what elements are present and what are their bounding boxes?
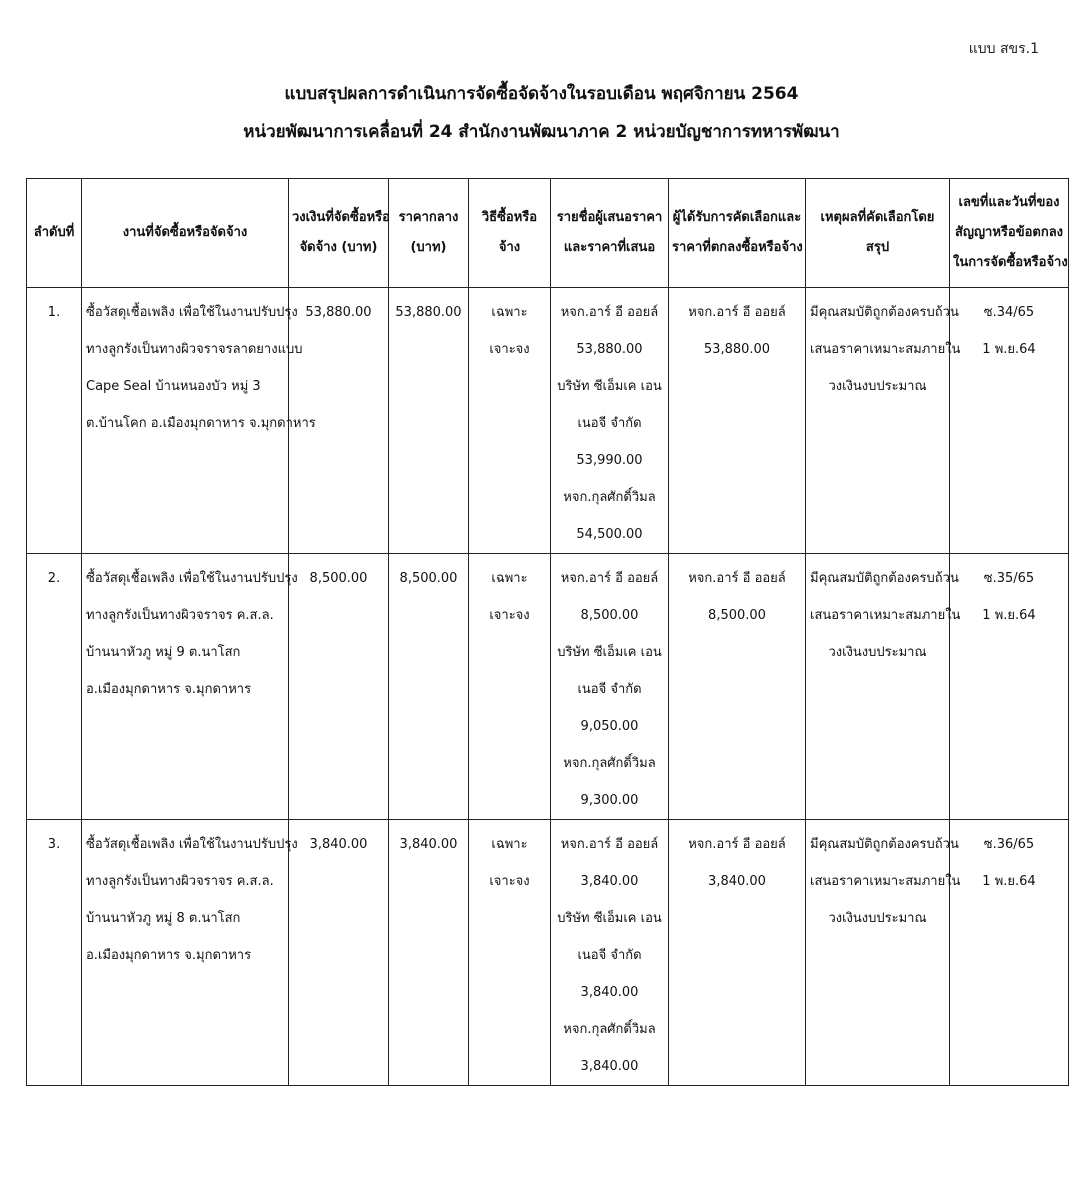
bidder-line: หจก.อาร์ อี ออยล์ [560,837,659,852]
contract-line: 1 พ.ย.64 [982,874,1036,889]
table-row [27,288,1069,554]
bidder-line: บริษัท ซีเอ็มเค เอน [557,645,662,660]
cell-bidders [551,820,669,1086]
header-contract-line: ในการจัดซื้อหรือจ้าง [953,255,1068,270]
cell-median: 53,880.00 [389,288,469,554]
bidder-line: หจก.กุลศักดิ์วิมล [563,1022,656,1037]
reason-line: วงเงินงบประมาณ [828,911,927,926]
bidder-line: 8,500.00 [580,608,639,623]
bidder-line: เนอจี จำกัด [577,416,642,431]
contract-line: ซ.34/65 [983,305,1035,320]
cell-method: เฉพาะเจาะจง [469,820,551,1086]
cell-method: เฉพาะเจาะจง [469,288,551,554]
cell-work [82,288,316,554]
cell-bidders [551,554,669,820]
bidder-line: เนอจี จำกัด [577,948,642,963]
bidder-line: 3,840.00 [580,1059,639,1074]
reason-line: เสนอราคาเหมาะสมภายใน [810,874,961,889]
header-bidders-line: และราคาที่เสนอ [563,240,656,255]
header-bidders [551,179,669,288]
contract-line: 1 พ.ย.64 [982,608,1036,623]
header-contract-line: เลขที่และวันที่ของ [958,195,1060,210]
contract-line: ซ.36/65 [983,837,1035,852]
bidder-line: 53,880.00 [576,342,643,357]
bidder-line: 9,050.00 [580,719,639,734]
bidder-line: หจก.กุลศักดิ์วิมล [563,490,656,505]
table-row [27,820,1069,1086]
cell-bidders [551,288,669,554]
work-line: บ้านนาหัวภู หมู่ 9 ต.นาโสก [86,645,241,660]
contract-line: ซ.35/65 [983,571,1035,586]
cell-budget: 3,840.00 [289,820,389,1086]
cell-reason [806,288,961,554]
bidder-line: 54,500.00 [576,527,643,542]
header-winner [669,179,806,288]
bidder-line: 3,840.00 [580,985,639,1000]
work-line: อ.เมืองมุกดาหาร จ.มุกดาหาร [86,948,252,963]
cell-no: 1. [27,288,82,554]
work-line: ทางลูกรังเป็นทางผิวจราจร ค.ส.ล. [86,608,274,623]
header-winner-line: ผู้ได้รับการคัดเลือกและ [672,210,802,225]
header-median-line: ราคากลาง [398,210,459,225]
header-method: วิธีซื้อหรือจ้าง [469,179,551,288]
cell-median: 8,500.00 [389,554,469,820]
cell-winner [669,288,806,554]
bidder-line: เนอจี จำกัด [577,682,642,697]
winner-line: หจก.อาร์ อี ออยล์ [688,305,786,320]
reason-line: เสนอราคาเหมาะสมภายใน [810,608,961,623]
bidder-line: บริษัท ซีเอ็มเค เอน [557,379,662,394]
reason-line: เสนอราคาเหมาะสมภายใน [810,342,961,357]
table-header-row [27,179,1069,288]
bidder-line: หจก.อาร์ อี ออยล์ [560,571,659,586]
reason-line: วงเงินงบประมาณ [828,379,927,394]
winner-line: 3,840.00 [708,874,766,889]
cell-no: 2. [27,554,82,820]
bidder-line: 53,990.00 [576,453,643,468]
header-bidders-line: รายชื่อผู้เสนอราคา [556,210,663,225]
cell-reason [806,820,961,1086]
reason-line: วงเงินงบประมาณ [828,645,927,660]
work-line: ทางลูกรังเป็นทางผิวจราจร ค.ส.ล. [86,874,274,889]
bidder-line: บริษัท ซีเอ็มเค เอน [557,911,662,926]
header-budget-line: วงเงินที่จัดซื้อหรือ [292,210,390,225]
cell-contract [950,554,1069,820]
cell-no: 3. [27,820,82,1086]
cell-work [82,554,298,820]
work-line: ซื้อวัสดุเชื้อเพลิง เพื่อใช้ในงานปรับปรุง [86,837,298,852]
header-winner-line: ราคาที่ตกลงซื้อหรือจ้าง [672,240,803,255]
cell-contract [950,288,1069,554]
header-contract [950,179,1069,288]
cell-median: 3,840.00 [389,820,469,1086]
winner-line: หจก.อาร์ อี ออยล์ [688,571,786,586]
bidder-line: 9,300.00 [580,793,639,808]
document-subtitle: หน่วยพัฒนาการเคลื่อนที่ 24 สำนักงานพัฒนาภาค 2 หน่วยบัญชาการทหารพัฒนา [243,122,840,142]
cell-method: เฉพาะเจาะจง [469,554,551,820]
work-line: อ.เมืองมุกดาหาร จ.มุกดาหาร [86,682,252,697]
reason-line: มีคุณสมบัติถูกต้องครบถ้วน [810,305,959,320]
work-line: ทางลูกรังเป็นทางผิวจราจรลาดยางแบบ [86,342,303,357]
bidder-line: 3,840.00 [580,874,639,889]
cell-contract [950,820,1069,1086]
header-reason: เหตุผลที่คัดเลือกโดยสรุป [806,179,950,288]
header-budget [289,179,389,288]
header-no: ลำดับที่ [27,179,82,288]
document-title: แบบสรุปผลการดำเนินการจัดซื้อจัดจ้างในรอบเดือน พฤศจิกายน 2564 [284,84,799,104]
header-median [389,179,469,288]
winner-line: 53,880.00 [703,342,771,357]
work-line: ซื้อวัสดุเชื้อเพลิง เพื่อใช้ในงานปรับปรุง [86,571,298,586]
cell-budget: 8,500.00 [289,554,389,820]
cell-winner [669,554,806,820]
header-contract-line: สัญญาหรือข้อตกลง [954,225,1064,240]
contract-line: 1 พ.ย.64 [982,342,1036,357]
work-line: Cape Seal บ้านหนองบัว หมู่ 3 [86,379,261,394]
header-budget-line: จัดจ้าง (บาท) [299,240,378,255]
header-work: งานที่จัดซื้อหรือจัดจ้าง [82,179,289,288]
work-line: ซื้อวัสดุเชื้อเพลิง เพื่อใช้ในงานปรับปรุง [86,305,298,320]
header-median-line: (บาท) [410,240,447,255]
form-code: แบบ สขร.1 [968,41,1039,57]
reason-line: มีคุณสมบัติถูกต้องครบถ้วน [810,571,959,586]
work-line: ต.บ้านโคก อ.เมืองมุกดาหาร จ.มุกดาหาร [86,416,316,431]
cell-reason [806,554,961,820]
winner-line: 8,500.00 [708,608,766,623]
winner-line: หจก.อาร์ อี ออยล์ [688,837,786,852]
bidder-line: หจก.กุลศักดิ์วิมล [563,756,656,771]
work-line: บ้านนาหัวภู หมู่ 8 ต.นาโสก [86,911,241,926]
procurement-table [26,178,1069,1086]
cell-budget: 53,880.00 [289,288,389,554]
bidder-line: หจก.อาร์ อี ออยล์ [560,305,659,320]
table-row [27,554,1069,820]
cell-work [82,820,298,1086]
cell-winner [669,820,806,1086]
reason-line: มีคุณสมบัติถูกต้องครบถ้วน [810,837,959,852]
